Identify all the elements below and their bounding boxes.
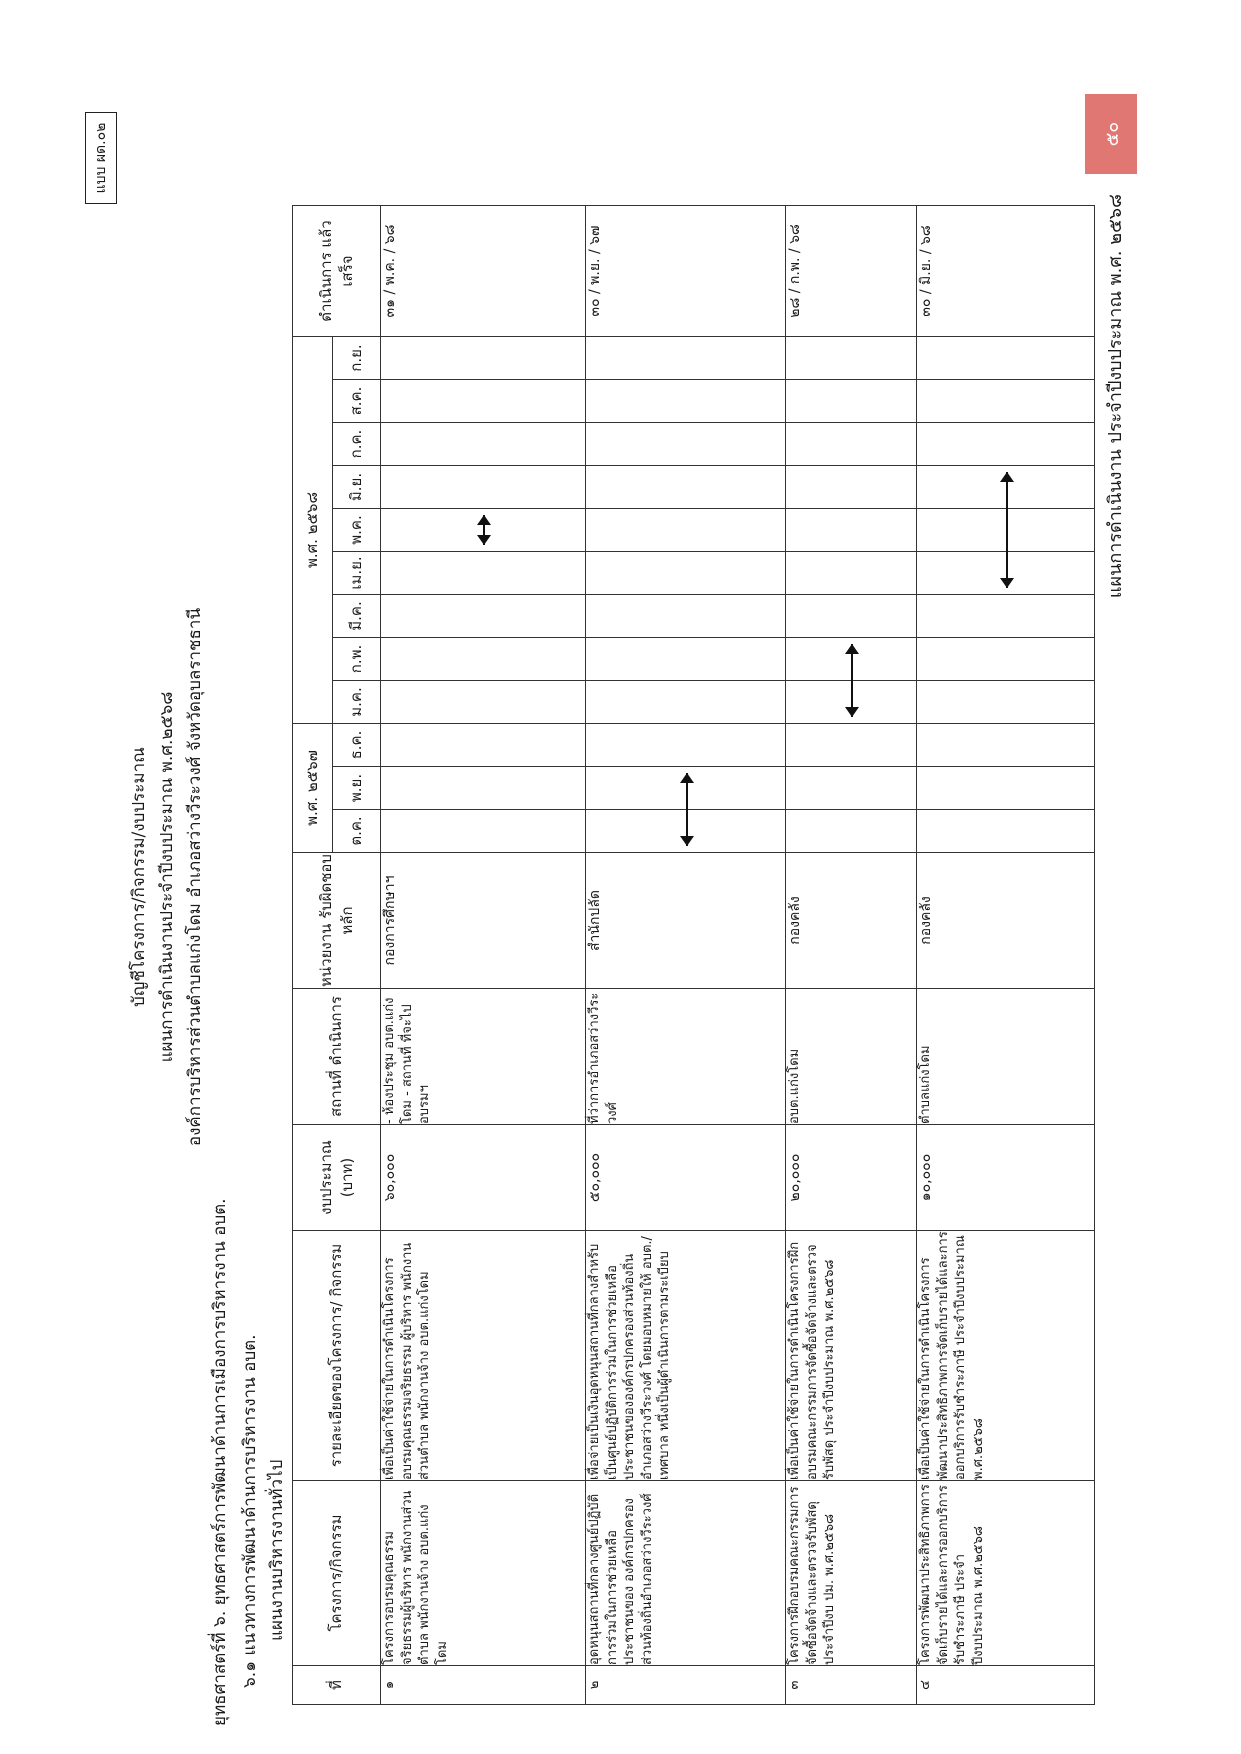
month-cell [917, 638, 1095, 681]
responsible-unit: กองคลัง [917, 853, 1095, 989]
budget-cell: ๖๐,๐๐๐ [381, 1125, 586, 1231]
col-header-month: พ.ค. [333, 509, 381, 552]
col-header-year-prev: พ.ศ. ๒๕๖๗ [293, 724, 333, 853]
month-cell [786, 337, 917, 380]
month-cell [917, 724, 1095, 767]
col-header-month: ต.ค. [333, 810, 381, 853]
month-cell [786, 638, 917, 681]
col-header-month: ม.ค. [333, 681, 381, 724]
month-cell [381, 595, 586, 638]
month-cell [381, 552, 586, 595]
month-cell [586, 681, 786, 724]
location-cell: ตำบลแก่งโดม [917, 989, 1095, 1125]
col-header-location: สถานที่ ดำเนินการ [293, 989, 381, 1125]
form-code: แบบ ผด.๐๒ [85, 112, 117, 204]
responsible-unit: กองการศึกษาฯ [381, 853, 586, 989]
table-row [586, 206, 786, 1705]
month-cell [586, 638, 786, 681]
completion-date: ๓๑ / พ.ค. / ๖๘ [381, 206, 586, 337]
page-number: ๕๐ [1085, 94, 1137, 174]
month-cell [786, 767, 917, 810]
month-cell [381, 681, 586, 724]
col-header-project: โครงการ/กิจกรรม [293, 1481, 381, 1666]
month-cell [586, 337, 786, 380]
month-cell [381, 337, 586, 380]
header-row-years [293, 206, 333, 1705]
project-detail: เพื่อเป็นค่าใช้จ่ายในการดำเนินโครงการฝึกอบรมคณะกรรมการจัดซื้อจัดจ้างและตรวจรับพัสดุ ประจำปีงบประมาณ พ.ศ.๒๕๖๘ [786, 1231, 917, 1481]
month-cell [586, 767, 786, 810]
col-header-month: มิ.ย. [333, 466, 381, 509]
table-row [786, 206, 917, 1705]
month-cell [381, 380, 586, 423]
month-cell [586, 380, 786, 423]
doc-title: บัญชีโครงการ/กิจกรรม/งบประมาณ [129, 747, 149, 1007]
schedule-bar [1006, 472, 1008, 514]
location-cell: อบต.แก่งโดม [786, 989, 917, 1125]
page-footer: แผนการดำเนินงาน ประจำปีงบประมาณ พ.ศ. ๒๕๖๘ [1105, 194, 1126, 599]
strategy-heading: ยุทธศาสตร์ที่ ๖. ยุทธศาสตร์การพัฒนาด้านการเมืองการบริหารงาน อบต. [210, 1198, 230, 1726]
month-cell [917, 552, 1095, 595]
col-header-detail: รายละเอียดของโครงการ/ กิจกรรม [293, 1231, 381, 1481]
col-header-no: ที่ [293, 1666, 381, 1705]
completion-date: ๓๐ / มิ.ย. / ๖๘ [917, 206, 1095, 337]
schedule-bar [851, 644, 853, 686]
month-cell [786, 810, 917, 853]
completion-date: ๓๐ / พ.ย. / ๖๗ [586, 206, 786, 337]
project-detail: เพื่อเป็นค่าใช้จ่ายในการดำเนินโครงการอบรมคุณธรรมจริยธรรม ผู้บริหาร พนักงานส่วนตำบล พนักงานจ้าง อบต.แก่งโดม [381, 1231, 586, 1481]
org-line: องค์การบริหารส่วนตำบลแก่งโดม อำเภอสว่างวีระวงศ์ จังหวัดอุบลราชธานี [185, 607, 205, 1147]
project-name: อุดหนุนสถานที่กลางศูนย์ปฏิบัติการร่วมในการช่วยเหลือประชาชนของ องค์กรปกครองส่วนท้องถิ่นอำเภอสว่างวีระวงศ์ [586, 1481, 786, 1666]
budget-cell: ๑๐,๐๐๐ [917, 1125, 1095, 1231]
col-header-month: พ.ย. [333, 767, 381, 810]
table-row [381, 206, 586, 1705]
table-row [917, 206, 1095, 1705]
month-cell [586, 509, 786, 552]
col-header-month: ก.ค. [333, 423, 381, 466]
location-cell: - ห้องประชุม อบต.แก่งโดม - สถานที่ ที่จะไปอบรมฯ [381, 989, 586, 1125]
col-header-budget: งบประมาณ (บาท) [293, 1125, 381, 1231]
project-name: โครงการอบรมคุณธรรมจริยธรรมผู้บริหาร พนักงานส่วนตำบล พนักงานจ้าง อบต.แก่งโดม [381, 1481, 586, 1666]
month-cell [786, 466, 917, 509]
month-cell [786, 509, 917, 552]
month-cell [917, 380, 1095, 423]
month-cell [917, 767, 1095, 810]
budget-cell: ๕๐,๐๐๐ [586, 1125, 786, 1231]
schedule-bar [483, 515, 485, 545]
budget-cell: ๒๐,๐๐๐ [786, 1125, 917, 1231]
schedule-bar [686, 773, 688, 815]
month-cell [381, 810, 586, 853]
project-detail: เพื่อเป็นค่าใช้จ่ายในการดำเนินโครงการพัฒนาประสิทธิภาพการจัดเก็บรายได้และการออกบริการรับชำระภาษี ประจำปีงบประมาณ พ.ศ.๒๕๖๘ [917, 1231, 1095, 1481]
month-cell [786, 552, 917, 595]
month-cell [586, 552, 786, 595]
month-cell [586, 466, 786, 509]
row-number: ๒ [586, 1666, 786, 1705]
col-header-month: ก.พ. [333, 638, 381, 681]
col-header-month: เม.ย. [333, 552, 381, 595]
col-header-unit: หน่วยงาน รับผิดชอบหลัก [293, 853, 381, 989]
location-cell: ที่ว่าการอำเภอสว่างวีระวงศ์ [586, 989, 786, 1125]
month-cell [586, 810, 786, 853]
month-cell [917, 423, 1095, 466]
completion-date: ๒๘ / ก.พ. / ๖๘ [786, 206, 917, 337]
col-header-done: ดำเนินการ แล้วเสร็จ [293, 206, 381, 337]
month-cell [917, 810, 1095, 853]
approach-heading: ๖.๑ แนวทางการพัฒนาด้านการบริหารงาน อบต. [240, 1334, 260, 1688]
month-cell [917, 466, 1095, 509]
project-name: โครงการฝึกอบรมคณะกรรมการจัดซื้อจัดจ้างและตรวจรับพัสดุ ประจำปีงบ ปม. พ.ศ.๒๕๖๘ [786, 1481, 917, 1666]
month-cell [381, 509, 586, 552]
month-cell [917, 681, 1095, 724]
col-header-month: มี.ค. [333, 595, 381, 638]
month-cell [381, 423, 586, 466]
col-header-month: ธ.ค. [333, 724, 381, 767]
month-cell [381, 466, 586, 509]
plan-heading: แผนงานบริหารงานทั่วไป [267, 1459, 287, 1641]
responsible-unit: กองคลัง [786, 853, 917, 989]
month-cell [786, 423, 917, 466]
month-cell [786, 595, 917, 638]
month-cell [917, 337, 1095, 380]
col-header-year-curr: พ.ศ. ๒๕๖๘ [293, 337, 333, 724]
month-cell [786, 724, 917, 767]
month-cell [381, 724, 586, 767]
month-cell [917, 595, 1095, 638]
month-cell [786, 380, 917, 423]
plan-table [292, 205, 1095, 1705]
month-cell [586, 595, 786, 638]
project-detail: เพื่อจ่ายเป็นเงินอุดหนุนสถานที่กลางสำหรับเป็นศูนย์ปฏิบัติการร่วมในการช่วยเหลือประชาชนขององค์กรปกครองส่วนท้องถิ่นอำเภอสว่างวีระวงศ์ โดยมอบหมายให้ อบต./เทศบาล หนึ่งเป็นผู้ดำเนินการตามระเบียบ [586, 1231, 786, 1481]
col-header-month: ส.ค. [333, 380, 381, 423]
month-cell [381, 638, 586, 681]
month-cell [586, 724, 786, 767]
month-cell [586, 423, 786, 466]
row-number: ๔ [917, 1666, 1095, 1705]
responsible-unit: สำนักปลัด [586, 853, 786, 989]
doc-subtitle: แผนการดำเนินงานประจำปีงบประมาณ พ.ศ.๒๕๖๘ [157, 691, 177, 1063]
col-header-month: ก.ย. [333, 337, 381, 380]
month-cell [381, 767, 586, 810]
month-cell [917, 509, 1095, 552]
month-cell [786, 681, 917, 724]
row-number: ๑ [381, 1666, 586, 1705]
row-number: ๓ [786, 1666, 917, 1705]
project-name: โครงการพัฒนาประสิทธิภาพการจัดเก็บรายได้และการออกบริการรับชำระภาษี ประจำปีงบประมาณ พ.ศ.๒๕๖๘ [917, 1481, 1095, 1666]
